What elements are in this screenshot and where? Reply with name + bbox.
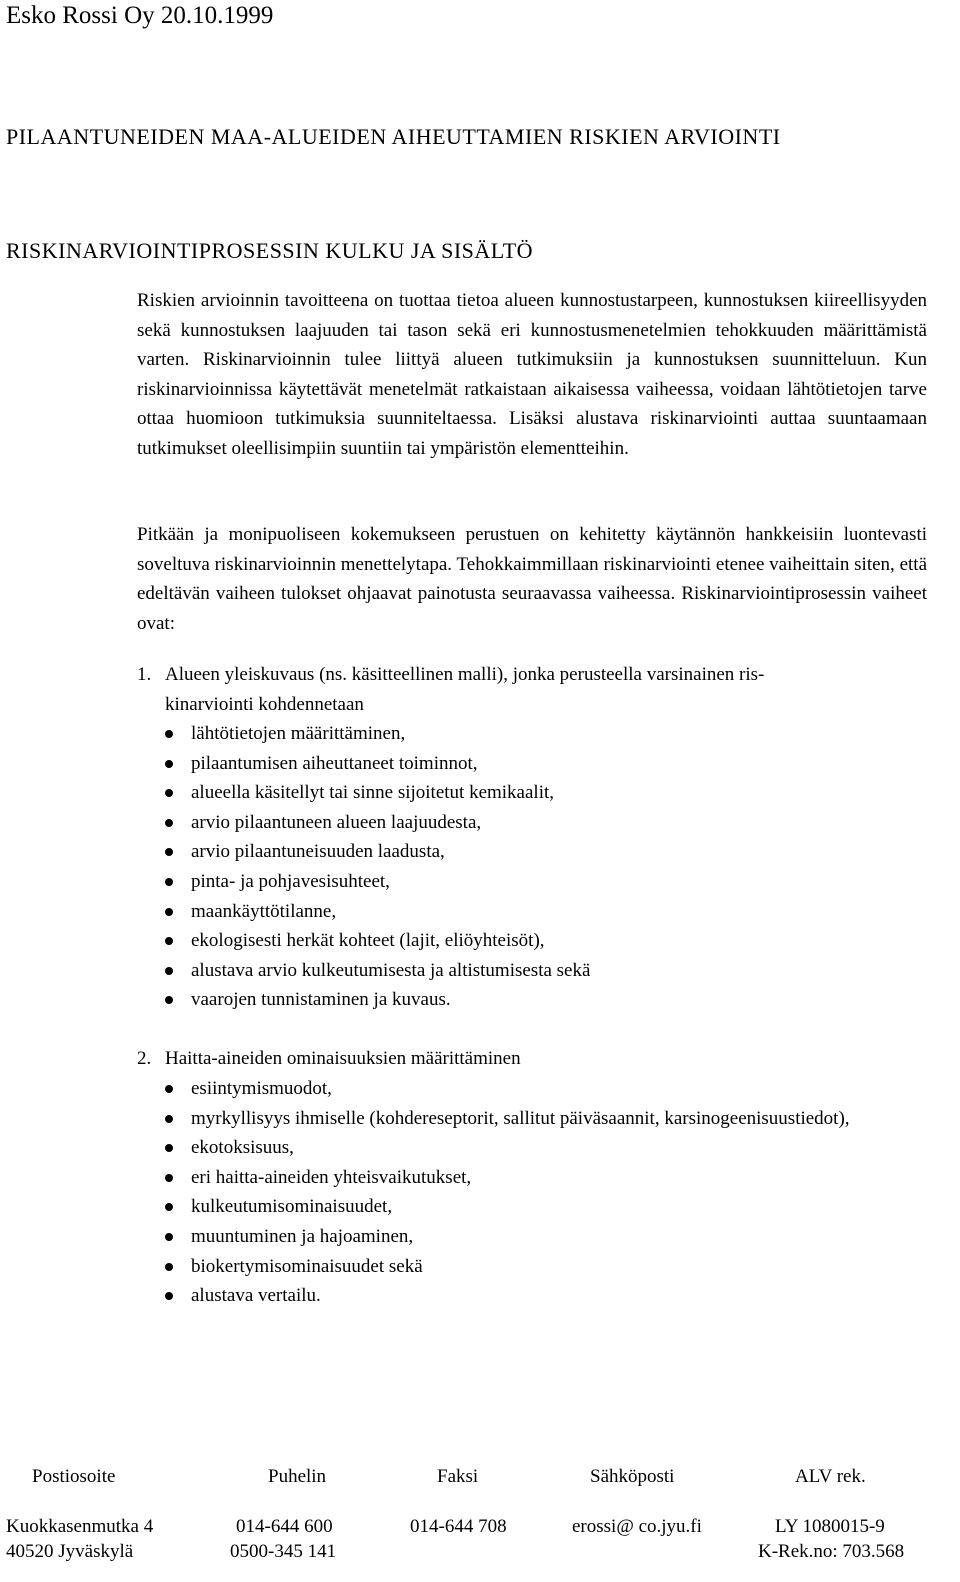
footer-row-1 [0,1516,960,1540]
list-item: myrkyllisyys ihmiselle (kohdereseptorit, sallitut päiväsaannit, karsinogeenisuustiedot), [165,1104,891,1134]
step-title-line: kinarviointi kohdennetaan [165,693,364,715]
document-title: PILAANTUNEIDEN MAA-ALUEIDEN AIHEUTTAMIEN RISKIEN ARVIOINTI [6,124,781,149]
method-paragraph: Pitkään ja monipuoliseen kokemukseen perustuen on kehitetty käytännön hankkeisiin luontevasti soveltuva riskinarvioinnin menettelytapa. Tehokkaimmillaan riskinarviointi etenee vaiheittain siten, että edeltävän vaiheen tulokset ohjaavat painotusta seuraavassa vaiheessa. Riskinarviointiprosessin vaiheet ovat: [137,524,927,634]
step-2-list [165,1074,925,1311]
list-item: ekologisesti herkät kohteet (lajit, eliöyhteisöt), [165,926,925,956]
footer-phone: 014-644 600 [236,1516,333,1537]
list-item: lähtötietojen määrittäminen, [165,719,925,749]
list-item: alustava vertailu. [165,1281,925,1311]
footer-email: erossi@ co.jyu.fi [572,1516,702,1537]
list-item: pinta- ja pohjavesisuhteet, [165,867,925,897]
step-number: 2. [137,1048,152,1069]
step-1-list [165,719,925,1015]
list-item: kulkeutumisominaisuudet, [165,1192,925,1222]
step-number: 1. [137,664,152,685]
list-item: arvio pilaantuneisuuden laadusta, [165,837,925,867]
footer-fax: 014-644 708 [410,1516,507,1537]
footer-header-vat: ALV rek. [795,1466,866,1487]
step-title-line: Alueen yleiskuvaus (ns. käsitteellinen malli), jonka perusteella varsinainen ris- [165,664,765,685]
list-item: vaarojen tunnistaminen ja kuvaus. [165,985,925,1015]
list-item: muuntuminen ja hajoaminen, [165,1222,925,1252]
footer-vat: LY 1080015-9 [775,1516,885,1537]
list-item: maankäyttötilanne, [165,897,925,927]
footer-header-fax: Faksi [437,1466,479,1487]
list-item: ekotoksisuus, [165,1133,925,1163]
footer-trade-register: K-Rek.no: 703.568 [758,1541,905,1562]
footer-street: Kuokkasenmutka 4 [6,1516,154,1537]
step-2-heading [137,1044,927,1074]
list-item: alueella käsitellyt tai sinne sijoitetut kemikaalit, [165,778,925,808]
intro-paragraph: Riskien arvioinnin tavoitteena on tuottaa tietoa alueen kunnostustarpeen, kunnostuksen kiireellisyyden sekä kunnostuksen laajuuden tai tason sekä eri kunnostusmenetelmien tehokkuuden määrittämistä varten. Riskinarvioinnin tulee liittyä alueen tutkimuksiin ja kunnostuksen suunnitteluun. Kun riskinarvioinnissa käytettävät menetelmät ratkaistaan aikaisessa vaiheessa, voidaan lähtötietojen tarve ottaa huomioon tutkimuksia suunniteltaessa. Lisäksi alustava riskinarviointi auttaa suuntaamaan tutkimukset oleellisimpiin suuntiin tai ympäristön elementteihin. [137,290,927,459]
list-item: biokertymisominaisuudet sekä [165,1252,925,1282]
footer-row-2 [0,1541,960,1565]
footer-headers [0,1466,960,1490]
section-title: RISKINARVIOINTIPROSESSIN KULKU JA SISÄLTÖ [6,238,534,263]
footer-header-phone: Puhelin [268,1466,327,1487]
step-title-line: Haitta-aineiden ominaisuuksien määrittäminen [165,1048,521,1069]
footer-postcode-city: 40520 Jyväskylä [6,1541,134,1562]
step-1-heading [137,660,927,719]
list-item: eri haitta-aineiden yhteisvaikutukset, [165,1163,925,1193]
footer-mobile: 0500-345 141 [230,1541,337,1562]
footer-header-address: Postiosoite [32,1466,116,1487]
list-item: alustava arvio kulkeutumisesta ja altistumisesta sekä [165,956,925,986]
footer-header-email: Sähköposti [590,1466,675,1487]
list-item: esiintymismuodot, [165,1074,925,1104]
list-item: pilaantumisen aiheuttaneet toiminnot, [165,749,925,779]
list-item: arvio pilaantuneen alueen laajuudesta, [165,808,925,838]
document-header: Esko Rossi Oy 20.10.1999 [6,2,274,29]
